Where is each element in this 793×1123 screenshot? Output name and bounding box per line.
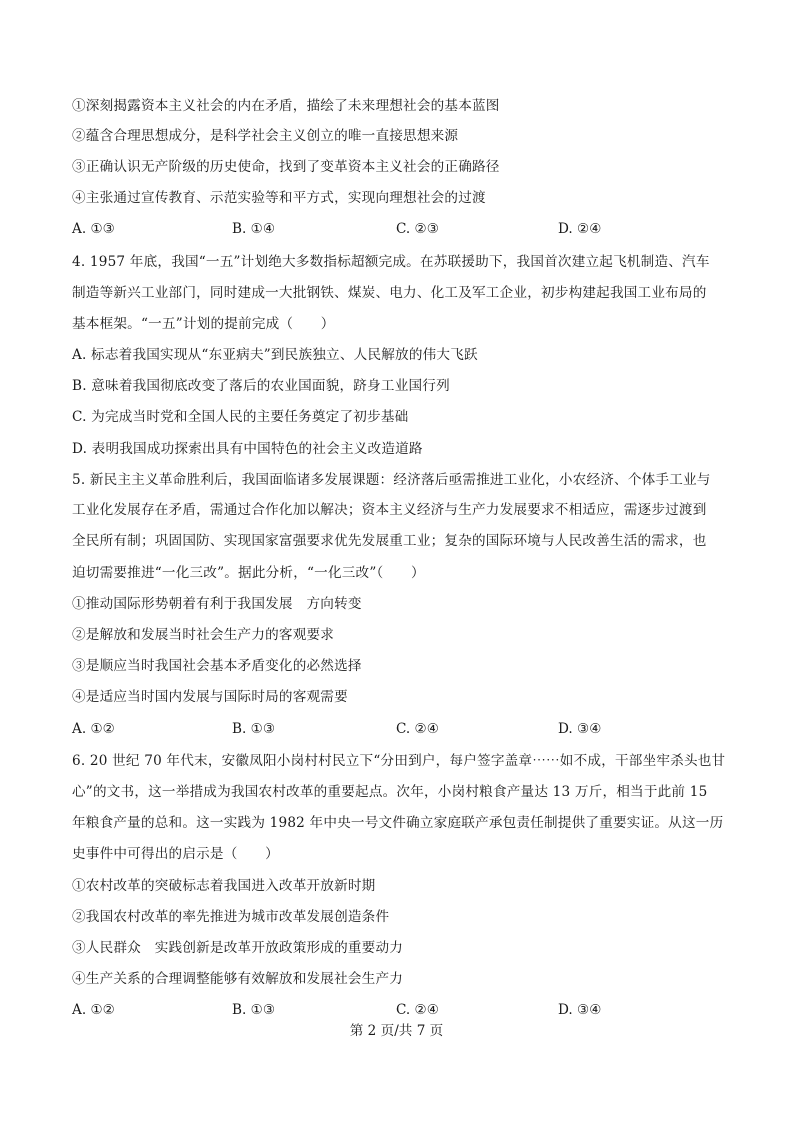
q5-options xyxy=(72,719,724,739)
q5-option-d: D. ③④ xyxy=(558,721,602,737)
q3-statement-2: ②蕴含合理思想成分，是科学社会主义创立的唯一直接思想来源 xyxy=(72,128,459,144)
q5-option-c: C. ②④ xyxy=(396,721,439,737)
q6-stem-line-1: 6. 20 世纪 70 年代末，安徽凤阳小岗村村民立下“分田到户，每户签字盖章⋯⋯如不成，干部坐牢杀头也甘 xyxy=(72,753,726,769)
q5-stem-line-1: 5. 新民主主义革命胜利后，我国面临诸多发展课题：经济落后亟需推进工业化，小农经济、个体手工业与 xyxy=(72,472,711,488)
q3-option-c: C. ②③ xyxy=(396,221,439,237)
q5-statement-4: ④是适应当时国内发展与国际时局的客观需要 xyxy=(72,689,348,705)
q6-options xyxy=(72,1000,724,1020)
q6-option-c: C. ②④ xyxy=(396,1002,439,1018)
q4-stem-line-2: 制造等新兴工业部门，同时建成一大批钢铁、煤炭、电力、化工及军工企业，初步构建起我国工业布局的 xyxy=(72,285,707,301)
q5-option-a: A. ①② xyxy=(72,721,115,737)
q6-statement-3: ③人民群众 实践创新是改革开放政策形成的重要动力 xyxy=(72,940,404,956)
q3-statement-4: ④主张通过宣传教育、示范实验等和平方式，实现向理想社会的过渡 xyxy=(72,190,486,206)
q5-stem-line-2: 工业化发展存在矛盾，需通过合作化加以解决；资本主义经济与生产力发展要求不相适应，需逐步过渡到 xyxy=(72,502,707,518)
q4-option-a: A. 标志着我国实现从“东亚病夫”到民族独立、人民解放的伟大飞跃 xyxy=(72,347,478,363)
q3-option-d: D. ②④ xyxy=(558,221,602,237)
q6-option-d: D. ③④ xyxy=(558,1002,602,1018)
q3-statement-1: ①深刻揭露资本主义社会的内在矛盾，描绘了未来理想社会的基本蓝图 xyxy=(72,98,500,114)
q4-option-b: B. 意味着我国彻底改变了落后的农业国面貌，跻身工业国行列 xyxy=(72,378,450,394)
q6-stem-line-4: 史事件中可得出的启示是（ ） xyxy=(72,846,279,862)
q5-stem-line-3: 全民所有制；巩固国防、实现国家富强要求优先发展重工业；复杂的国际环境与人民改善生活的需求，也 xyxy=(72,533,707,549)
q6-stem-line-2: 心”的文书，这一举措成为我国农村改革的重要起点。次年，小岗村粮食产量达 13 万斤，相当于此前 15 xyxy=(72,784,708,800)
q3-options xyxy=(72,219,724,239)
q6-statement-2: ②我国农村改革的率先推进为城市改革发展创造条件 xyxy=(72,909,390,925)
q3-option-a: A. ①③ xyxy=(72,221,115,237)
q4-stem-line-1: 4. 1957 年底，我国“一五”计划绝大多数指标超额完成。在苏联援助下，我国首次建立起飞机制造、汽车 xyxy=(72,254,710,270)
q4-option-c: C. 为完成当时党和全国人民的主要任务奠定了初步基础 xyxy=(72,409,409,425)
q6-stem-line-3: 年粮食产量的总和。这一实践为 1982 年中央一号文件确立家庭联产承包责任制提供了重要实证。从这一历 xyxy=(72,815,724,831)
q5-statement-1: ①推动国际形势朝着有利于我国发展 方向转变 xyxy=(72,596,362,612)
q5-stem-line-4: 迫切需要推进“一化三改”。据此分析，“一化三改”（ ） xyxy=(72,565,425,581)
q3-statement-3: ③正确认识无产阶级的历史使命，找到了变革资本主义社会的正确路径 xyxy=(72,159,500,175)
q6-option-b: B. ①③ xyxy=(232,1002,276,1018)
q5-statement-2: ②是解放和发展当时社会生产力的客观要求 xyxy=(72,627,335,643)
q6-statement-4: ④生产关系的合理调整能够有效解放和发展社会生产力 xyxy=(72,971,404,987)
q4-option-d: D. 表明我国成功探索出具有中国特色的社会主义改造道路 xyxy=(72,441,423,457)
q5-option-b: B. ①③ xyxy=(232,721,276,737)
q5-statement-3: ③是顺应当时我国社会基本矛盾变化的必然选择 xyxy=(72,658,362,674)
q4-stem-line-3: 基本框架。“一五”计划的提前完成（ ） xyxy=(72,316,335,332)
q6-statement-1: ①农村改革的突破标志着我国进入改革开放新时期 xyxy=(72,878,376,894)
page-number: 第 2 页/共 7 页 xyxy=(349,1023,444,1039)
q3-option-b: B. ①④ xyxy=(232,221,276,237)
q6-option-a: A. ①② xyxy=(72,1002,115,1018)
